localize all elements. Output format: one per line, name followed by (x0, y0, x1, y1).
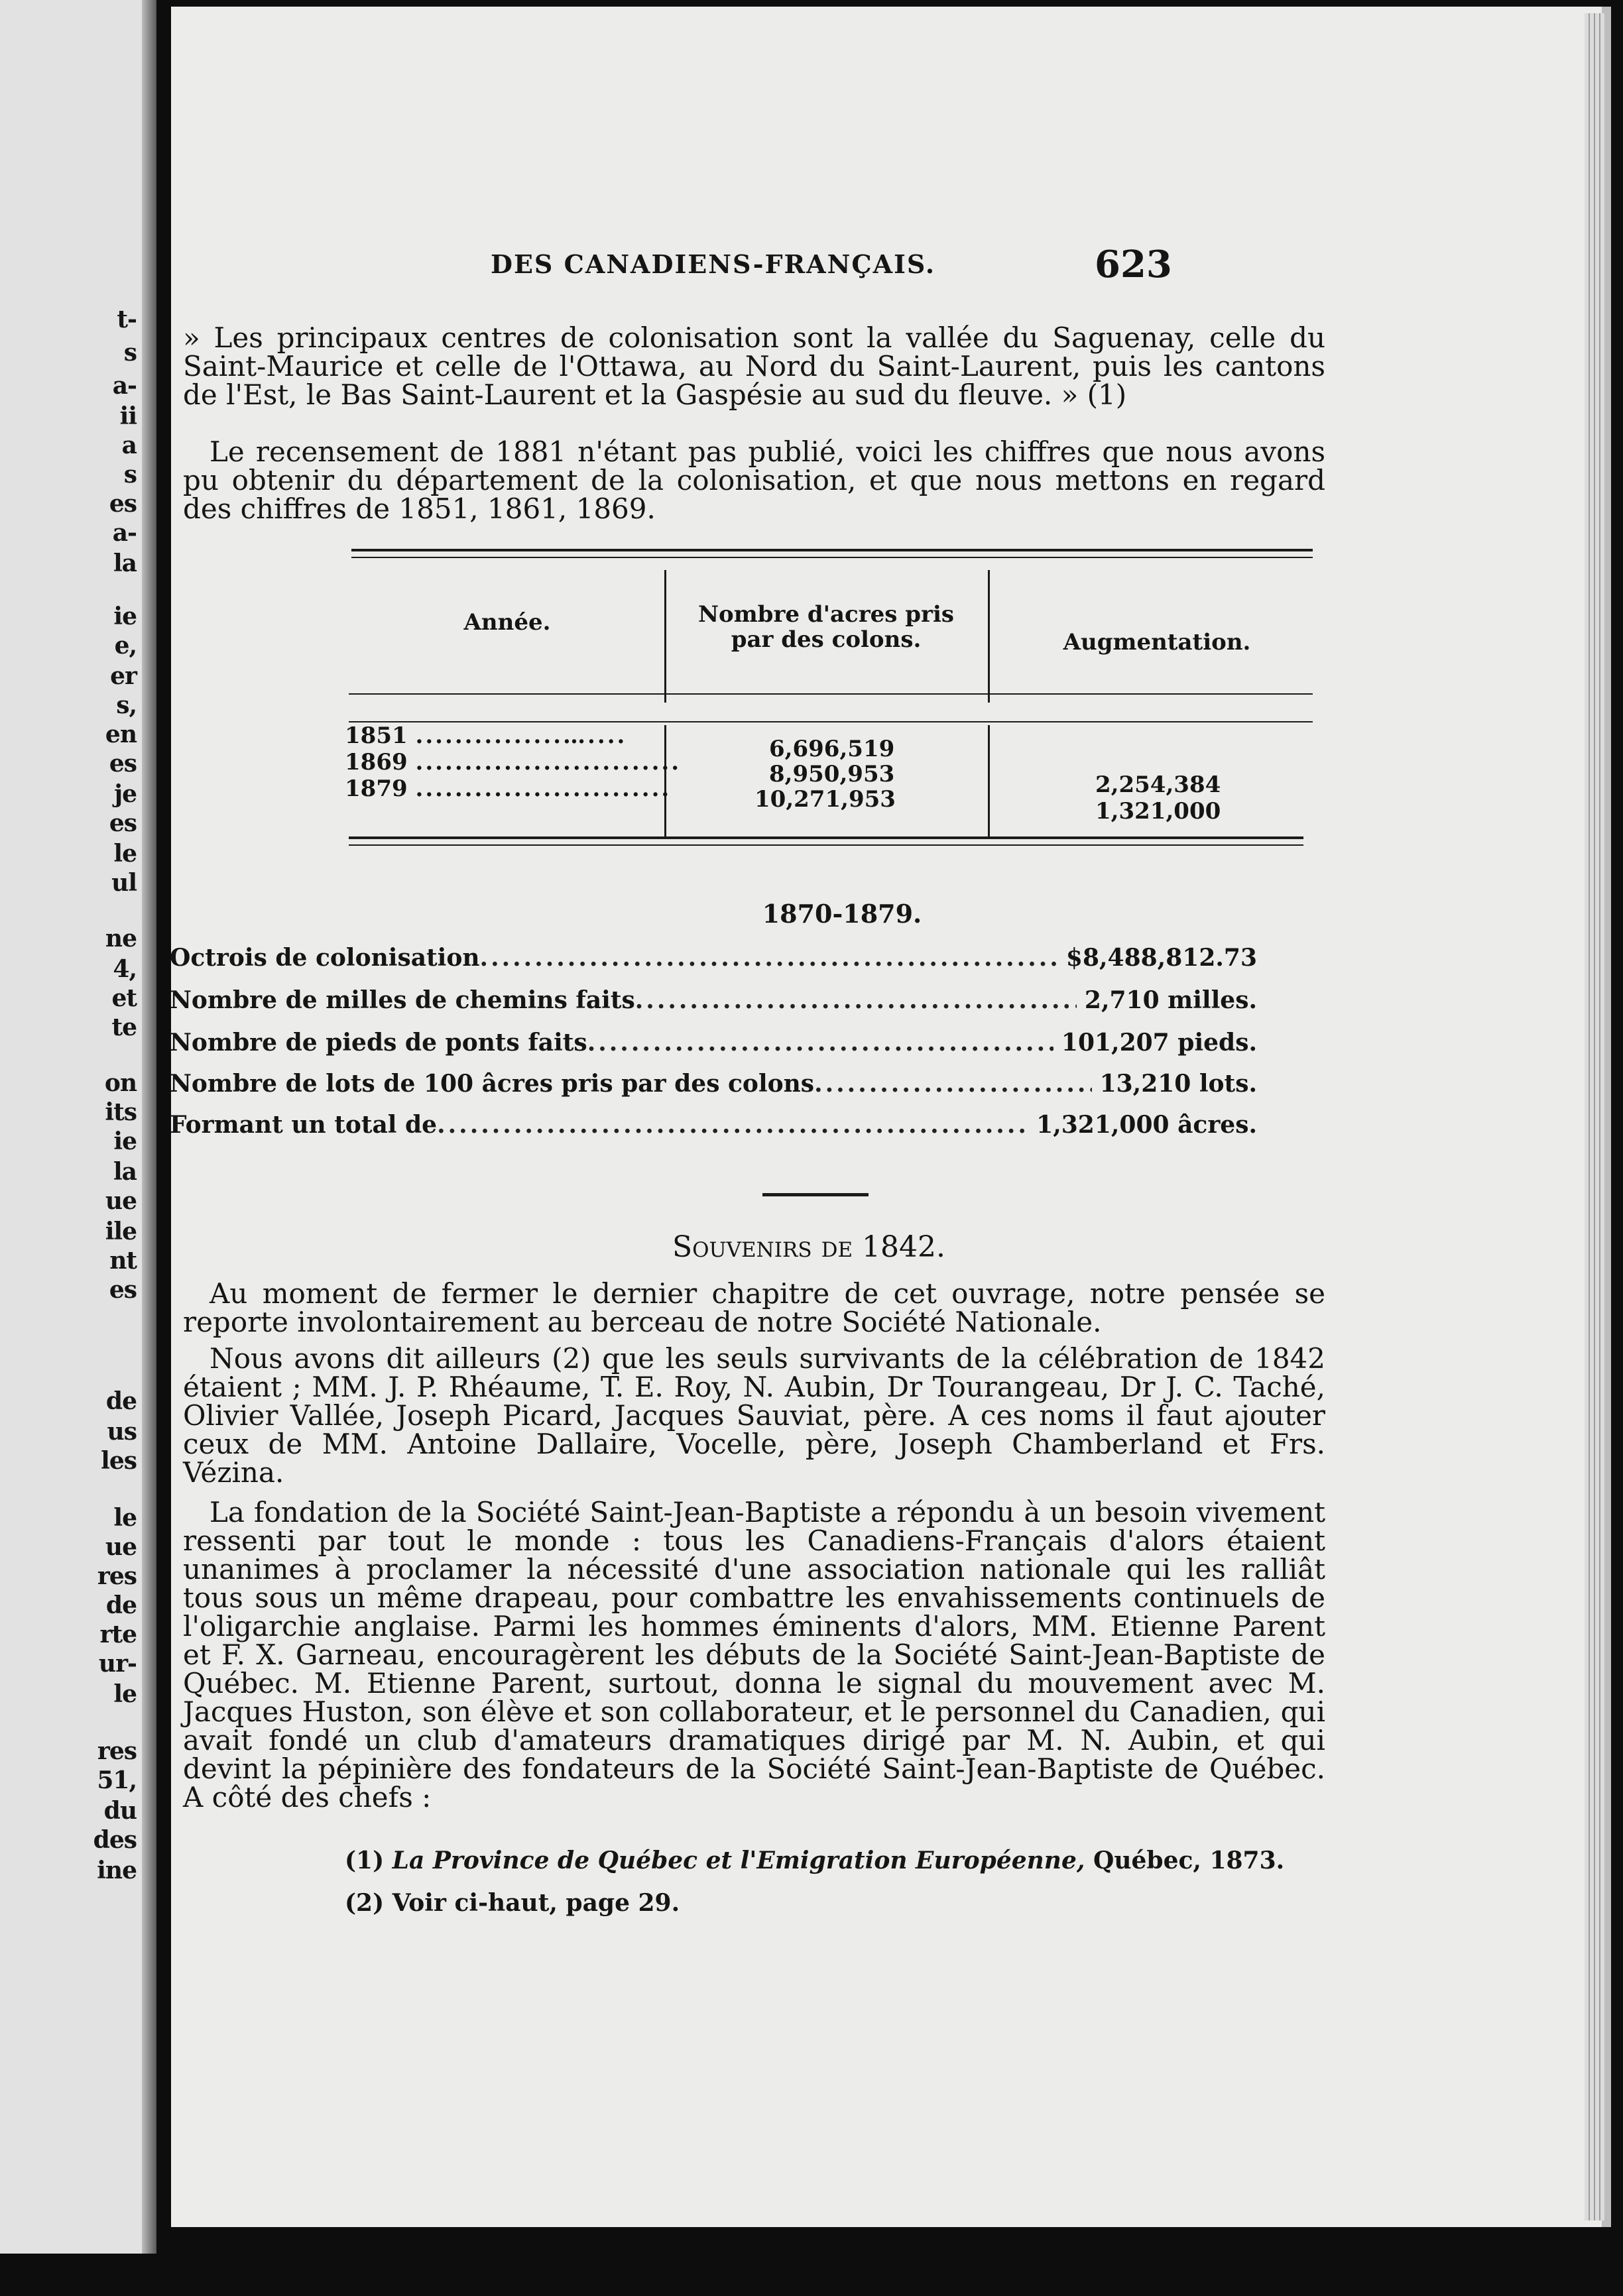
section-title: Souvenirs de 1842. (672, 1230, 946, 1264)
facing-page-fragment: res (97, 1562, 137, 1590)
facing-page-fragment: 51, (97, 1766, 137, 1794)
facing-page-fragment: es (109, 809, 137, 837)
summary-value: 13,210 lots. (1099, 1070, 1257, 1098)
facing-page-fragment: es (109, 490, 137, 518)
footnote: (1) La Province de Québec et l'Emigration Européenne, Québec, 1873. (345, 1847, 1285, 1874)
table-header-rule (349, 693, 1313, 695)
facing-page-fragment: us (107, 1418, 137, 1446)
intro-paragraph-text: Le recensement de 1881 n'étant pas publié, voici les chiffres que nous avons pu obtenir du département de la colonisation, et que nous mettons en regard des chiffres de 1851, 1861, 1869. (183, 435, 1325, 525)
facing-page-fragment: nt (109, 1247, 137, 1275)
summary-row (170, 1029, 1257, 1061)
facing-page-fragment: le (113, 1504, 137, 1532)
facing-page-fragment: en (105, 720, 137, 748)
facing-page-fragment: a (121, 431, 137, 459)
table-header-acres: Nombre d'acres pris par des colons. (697, 601, 955, 653)
page-stack-edge (1585, 13, 1604, 2220)
table-year-cell: 1869 ........................... (345, 749, 682, 775)
facing-page-fragment: s, (116, 691, 137, 719)
facing-page-fragment: ine (97, 1857, 137, 1884)
facing-page-fragment: a- (112, 372, 137, 400)
summary-value: 1,321,000 âcres. (1036, 1111, 1257, 1139)
table-year-cell: 1879 .......................... (345, 775, 672, 802)
facing-page-fragment: ur- (98, 1650, 137, 1678)
table-header-increase: Augmentation. (1063, 629, 1251, 656)
summary-label: Formant un total de (170, 1111, 438, 1139)
table-top-rule (351, 557, 1313, 558)
running-head: DES CANADIENS-FRANÇAIS. (491, 249, 936, 279)
section-paragraph (183, 1344, 1325, 1487)
facing-page-fragment: la (113, 549, 137, 577)
facing-page-fragment: de (105, 1591, 137, 1619)
summary-value: 2,710 milles. (1084, 986, 1257, 1014)
facing-page-fragment: its (105, 1098, 137, 1126)
section-paragraph (183, 1498, 1325, 1811)
summary-heading: 1870-1879. (762, 899, 922, 929)
facing-page-fragment: ne (105, 925, 137, 952)
summary-label: Nombre de milles de chemins faits (170, 986, 635, 1014)
table-year-cell: 1851 ...............….... (345, 722, 627, 749)
facing-page-fragment: er (110, 662, 137, 690)
facing-page-fragment: du (103, 1797, 137, 1825)
facing-page-fragment: t- (117, 306, 137, 333)
facing-page-fragment: le (113, 1680, 137, 1708)
table-acres-cell: 8,950,953 (769, 761, 895, 787)
summary-label: Nombre de pieds de ponts faits (170, 1029, 587, 1057)
facing-page-fragment: ul (111, 869, 137, 897)
table-acres-cell: 10,271,953 (754, 786, 896, 813)
facing-page-fragment: res (97, 1737, 137, 1765)
summary-row (170, 1111, 1257, 1143)
facing-page-fragment: on (104, 1069, 137, 1097)
section-divider (762, 1193, 869, 1196)
facing-page-edge (142, 0, 156, 2254)
section-paragraph-text: La fondation de la Société Saint-Jean-Baptiste a répondu à un besoin vivement ressenti par tout le monde : tous les Canadiens-Français d'alors étaient unanimes à proclamer la nécessité d'une association nationale qui les ralliât tous sous un même drapeau, pour combattre les envahissements continuels de l'oligarchie anglaise. Parmi les hommes éminents d'alors, MM. Etienne Parent et F. X. Garneau, encouragèrent les débuts de la Société Saint-Jean-Baptiste de Québec. M. Etienne Parent, surtout, donna le signal du mouvement avec M. Jacques Huston, son élève et son collaborateur, et le personnel du Canadien, qui avait fondé un club d'amateurs dramatiques dirigé par M. N. Aubin, et qui devint la pépinière des fondateurs de la Société Saint-Jean-Baptiste de Québec. A côté des chefs : (183, 1496, 1325, 1813)
facing-page-fragment: le (113, 840, 137, 868)
table-column-divider (664, 570, 666, 703)
summary-row (170, 986, 1257, 1018)
footnote: (2) Voir ci-haut, page 29. (345, 1889, 680, 1917)
table-acres-cell: 6,696,519 (769, 736, 895, 762)
facing-page-fragment: 4, (113, 955, 137, 983)
facing-page-fragment: les (101, 1447, 137, 1475)
table-column-divider (988, 570, 990, 703)
table-bottom-rule (349, 844, 1303, 846)
facing-page-fragment: es (109, 750, 137, 777)
facing-page-fragment: je (114, 780, 137, 808)
facing-page-fragment: ii (119, 402, 137, 430)
table-column-divider (988, 725, 990, 839)
table-increase-cell: 1,321,000 (1095, 798, 1221, 825)
summary-value: 101,207 pieds. (1061, 1029, 1257, 1057)
facing-page-fragment: la (113, 1158, 137, 1186)
intro-paragraph (183, 437, 1325, 523)
facing-page-fragment: ie (113, 1127, 137, 1155)
facing-page-fragment: s (123, 339, 137, 367)
summary-label: Octrois de colonisation (170, 944, 480, 972)
summary-label: Nombre de lots de 100 âcres pris par des colons (170, 1070, 815, 1098)
intro-paragraph-text: » Les principaux centres de colonisation sont la vallée du Saguenay, celle du Saint-Maurice et celle de l'Ottawa, au Nord du Saint-Laurent, puis les cantons de l'Est, le Bas Saint-Laurent et la Gaspésie au sud du fleuve. » (1) (183, 321, 1325, 411)
table-bottom-rule (349, 836, 1303, 839)
facing-page-fragment: a- (112, 519, 137, 547)
facing-page-fragment: e, (114, 632, 137, 660)
summary-row (170, 944, 1257, 976)
summary-value: $8,488,812.73 (1065, 944, 1257, 972)
table-increase-cell: 2,254,384 (1095, 772, 1221, 798)
facing-page-fragment: des (93, 1826, 137, 1854)
facing-page-fragment: te (111, 1013, 137, 1041)
section-paragraph-text: Nous avons dit ailleurs (2) que les seuls survivants de la célébration de 1842 étaient ; MM. J. P. Rhéaume, T. E. Roy, N. Aubin, Dr Tourangeau, Dr J. C. Taché, Olivier Vallée, Joseph Picard, Jacques Sauviat, père. A ces noms il faut ajouter ceux de MM. Antoine Dallaire, Vocelle, père, Joseph Chamberland et Frs. Vézina. (183, 1342, 1325, 1489)
page-number: 623 (1095, 243, 1172, 286)
facing-page-fragment: ue (105, 1187, 137, 1215)
facing-page (0, 0, 156, 2254)
summary-row (170, 1070, 1257, 1102)
facing-page-fragment: es (109, 1276, 137, 1304)
section-paragraph-text: Au moment de fermer le dernier chapitre de cet ouvrage, notre pensée se reporte involontairement au berceau de notre Société Nationale. (183, 1277, 1325, 1338)
facing-page-fragment: s (123, 461, 137, 488)
intro-paragraph (183, 323, 1325, 409)
facing-page-fragment: ue (105, 1533, 137, 1561)
section-paragraph (183, 1279, 1325, 1336)
facing-page-fragment: rte (99, 1621, 137, 1648)
table-top-rule (351, 549, 1313, 551)
facing-page-fragment: et (111, 984, 137, 1012)
facing-page-fragment: de (105, 1387, 137, 1415)
facing-page-fragment: ile (105, 1218, 137, 1245)
facing-page-fragment: ie (113, 603, 137, 630)
table-header-year: Année. (463, 609, 551, 636)
